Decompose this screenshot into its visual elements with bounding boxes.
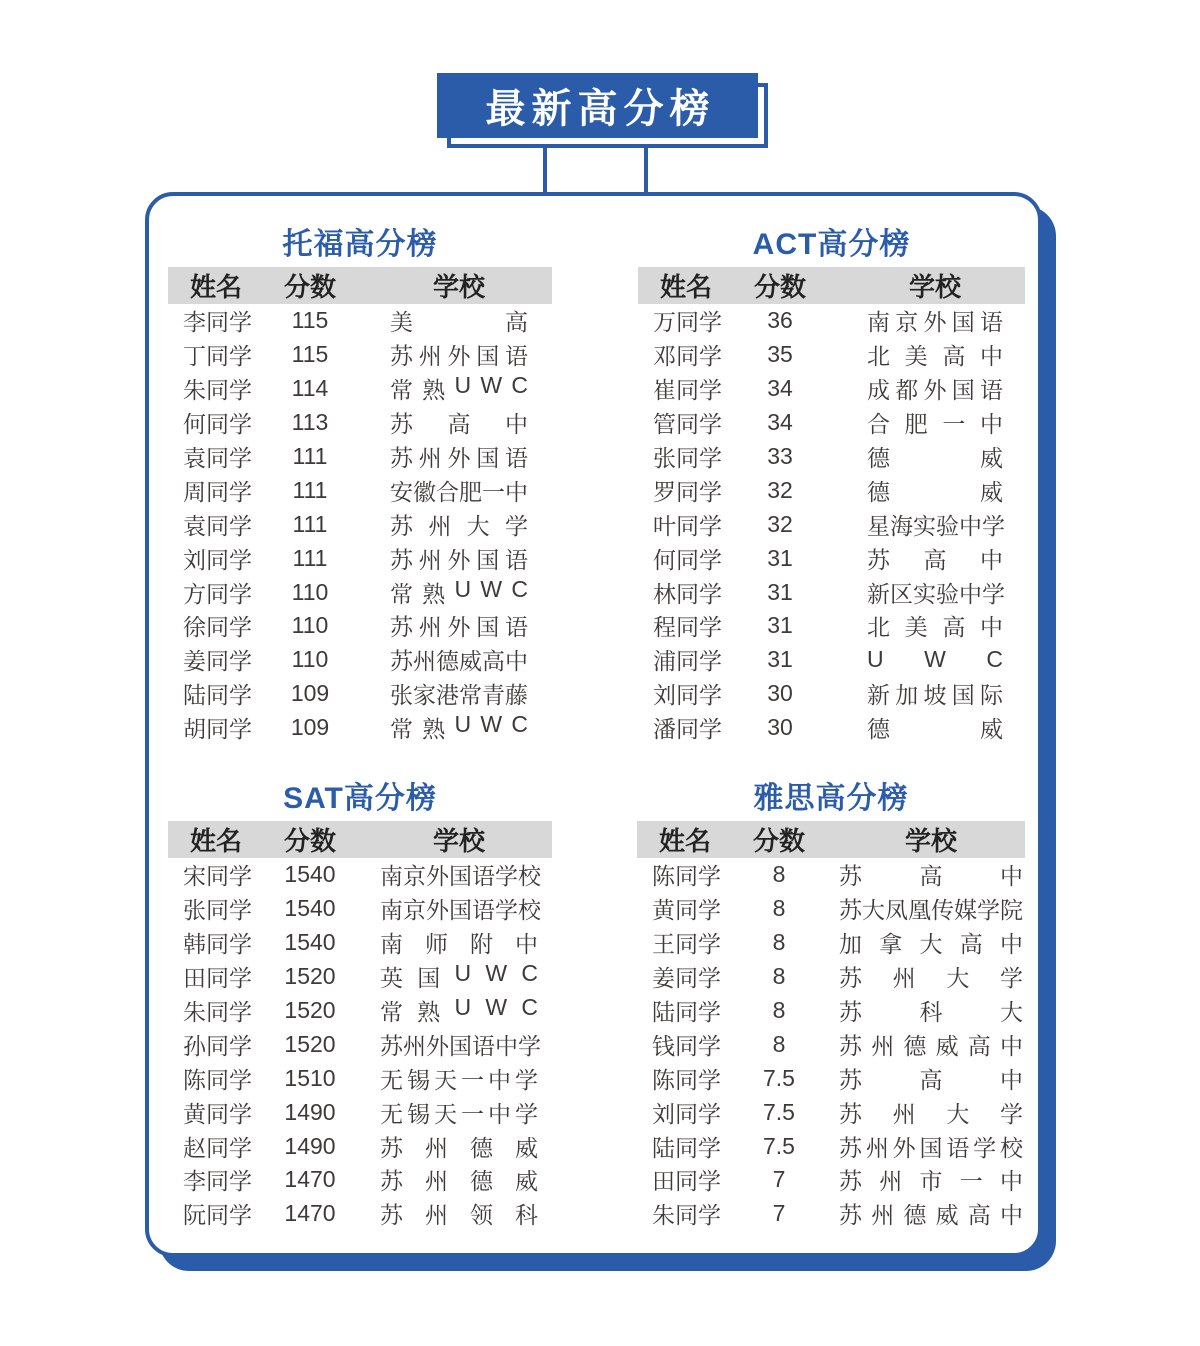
student-school: 南 师 附 中 bbox=[380, 931, 538, 958]
student-school: 星 海 实 验 中 学 bbox=[867, 512, 1005, 539]
student-school: 德 威 bbox=[867, 445, 1003, 471]
column-header-school: 学校 bbox=[432, 826, 485, 856]
student-score: 1470 bbox=[284, 1166, 336, 1193]
student-score: 1490 bbox=[284, 1132, 336, 1159]
table-row bbox=[637, 1129, 1025, 1163]
student-school: 苏 州 外 国 语 中 学 bbox=[380, 1032, 541, 1059]
student-school: 安 徽 合 肥 一 中 bbox=[390, 478, 528, 505]
student-score: 34 bbox=[767, 409, 793, 436]
table-row bbox=[168, 609, 552, 643]
student-name: 姜同学 bbox=[652, 965, 721, 992]
student-name: 朱同学 bbox=[183, 377, 252, 404]
student-name: 朱同学 bbox=[652, 1202, 721, 1229]
table-row bbox=[638, 473, 1025, 507]
student-name: 程同学 bbox=[653, 614, 722, 641]
act-table-header bbox=[638, 267, 1025, 304]
student-score: 110 bbox=[291, 578, 329, 605]
student-school: 苏 州 德 威 高 中 bbox=[390, 648, 528, 675]
table-row bbox=[168, 1163, 552, 1197]
student-score: 36 bbox=[767, 307, 793, 334]
student-name: 韩同学 bbox=[183, 931, 252, 958]
column-header-score: 分数 bbox=[283, 826, 336, 856]
table-row bbox=[168, 473, 552, 507]
table-row bbox=[168, 926, 552, 960]
table-row bbox=[637, 1061, 1025, 1095]
table-row bbox=[638, 541, 1025, 575]
student-school: 苏 州 外 国 语 学 校 bbox=[839, 1134, 1023, 1161]
act-table-title: ACT高分榜 bbox=[752, 228, 911, 261]
student-name: 阮同学 bbox=[183, 1202, 252, 1229]
toefl-table-title: 托福高分榜 bbox=[282, 228, 438, 261]
student-school: 苏 高 中 bbox=[839, 863, 1023, 890]
sat-table bbox=[168, 780, 552, 1231]
student-name: 陈同学 bbox=[652, 1066, 721, 1093]
toefl-table-rows bbox=[168, 304, 552, 745]
student-school: 苏 州 大 学 bbox=[839, 965, 1023, 992]
student-school: 新 区 实 验 中 学 bbox=[867, 580, 1005, 607]
table-row bbox=[637, 1163, 1025, 1197]
student-school: 苏 州 外 国 语 bbox=[390, 343, 528, 370]
student-school: 北 美 高 中 bbox=[867, 343, 1003, 370]
table-row bbox=[168, 338, 552, 372]
student-score: 30 bbox=[767, 680, 793, 707]
ielts-table-title: 雅思高分榜 bbox=[753, 782, 909, 815]
student-name: 方同学 bbox=[183, 580, 252, 607]
table-row bbox=[168, 1197, 552, 1231]
student-score: 8 bbox=[772, 1030, 786, 1057]
table-row bbox=[638, 609, 1025, 643]
student-score: 1520 bbox=[284, 963, 336, 990]
student-score: 35 bbox=[767, 341, 793, 368]
student-school: 苏 州 领 科 bbox=[380, 1202, 538, 1229]
table-row bbox=[168, 1027, 552, 1061]
student-score: 115 bbox=[291, 341, 329, 368]
connector-line-left bbox=[543, 147, 547, 195]
page-title: 最新高分榜 bbox=[437, 73, 758, 138]
student-score: 1540 bbox=[284, 929, 336, 956]
table-row bbox=[637, 960, 1025, 994]
student-score: 110 bbox=[291, 646, 329, 673]
student-name: 姜同学 bbox=[183, 648, 252, 675]
student-school: 张 家 港 常 青 藤 bbox=[390, 682, 528, 709]
student-name: 万同学 bbox=[653, 309, 722, 336]
student-score: 7 bbox=[772, 1200, 786, 1227]
student-school: 英 国 U W C bbox=[380, 960, 538, 992]
table-row bbox=[637, 858, 1025, 892]
table-row bbox=[168, 1061, 552, 1095]
student-score: 8 bbox=[772, 895, 786, 922]
student-school: 南 京 外 国 语 学 校 bbox=[380, 897, 541, 924]
student-name: 林同学 bbox=[653, 580, 722, 607]
table-row bbox=[168, 541, 552, 575]
student-name: 孙同学 bbox=[183, 1032, 252, 1059]
sat-table-header bbox=[168, 821, 552, 858]
student-score: 111 bbox=[292, 544, 328, 571]
student-score: 115 bbox=[291, 307, 329, 334]
student-name: 宋同学 bbox=[183, 863, 252, 890]
student-score: 110 bbox=[291, 612, 329, 639]
student-score: 31 bbox=[767, 578, 793, 605]
student-score: 31 bbox=[767, 544, 793, 571]
student-name: 徐同学 bbox=[183, 614, 252, 641]
student-score: 1540 bbox=[284, 895, 336, 922]
connector-line-right bbox=[644, 147, 648, 195]
table-row bbox=[637, 1197, 1025, 1231]
table-row bbox=[168, 575, 552, 609]
student-score: 109 bbox=[290, 680, 330, 707]
table-row bbox=[637, 892, 1025, 926]
student-school: 南 京 外 国 语 bbox=[867, 309, 1003, 336]
student-score: 1520 bbox=[284, 1030, 336, 1057]
student-school: 德 威 bbox=[867, 716, 1003, 743]
table-row bbox=[638, 406, 1025, 440]
table-row bbox=[638, 440, 1025, 474]
student-school: 苏 州 外 国 语 bbox=[390, 445, 528, 471]
student-school: 苏 州 德 威 高 中 bbox=[839, 1032, 1023, 1059]
column-header-school: 学校 bbox=[432, 272, 485, 302]
student-school: 苏 州 德 威 bbox=[380, 1134, 538, 1161]
student-score: 1540 bbox=[284, 861, 336, 888]
student-score: 111 bbox=[292, 443, 328, 469]
column-header-school: 学校 bbox=[904, 826, 957, 856]
student-school: 合 肥 一 中 bbox=[867, 411, 1003, 438]
table-row bbox=[638, 643, 1025, 677]
student-score: 7.5 bbox=[763, 1064, 795, 1091]
column-header-score: 分数 bbox=[752, 826, 805, 856]
student-name: 李同学 bbox=[183, 309, 252, 336]
student-school: 苏 高 中 bbox=[867, 546, 1003, 573]
table-row bbox=[168, 711, 552, 745]
table-row bbox=[168, 643, 552, 677]
column-header-name: 姓名 bbox=[189, 826, 242, 856]
table-row bbox=[168, 1095, 552, 1129]
student-name: 陆同学 bbox=[183, 682, 252, 709]
student-score: 30 bbox=[767, 714, 793, 741]
student-score: 1470 bbox=[284, 1200, 336, 1227]
student-school: 苏 州 德 威 bbox=[380, 1168, 538, 1195]
table-row bbox=[168, 440, 552, 474]
table-row bbox=[638, 372, 1025, 406]
student-score: 8 bbox=[772, 963, 786, 990]
student-score: 1490 bbox=[284, 1098, 336, 1125]
table-row bbox=[637, 926, 1025, 960]
student-name: 陆同学 bbox=[652, 1134, 721, 1161]
student-name: 袁同学 bbox=[183, 445, 252, 471]
student-score: 31 bbox=[767, 612, 793, 639]
student-name: 王同学 bbox=[652, 931, 721, 958]
toefl-table bbox=[168, 226, 552, 745]
student-school: 苏 大 凤 凰 传 媒 学 院 bbox=[839, 897, 1023, 924]
student-score: 32 bbox=[767, 476, 793, 503]
toefl-table-header bbox=[168, 267, 552, 304]
student-name: 袁同学 bbox=[183, 512, 252, 539]
ielts-table bbox=[637, 780, 1025, 1231]
student-name: 何同学 bbox=[183, 411, 252, 438]
student-name: 胡同学 bbox=[183, 716, 252, 743]
student-name: 李同学 bbox=[183, 1168, 252, 1195]
student-score: 113 bbox=[291, 409, 329, 436]
column-header-name: 姓名 bbox=[189, 272, 242, 302]
student-school: 常 熟 U W C bbox=[390, 575, 528, 607]
table-row bbox=[637, 1027, 1025, 1061]
student-school: 美 高 bbox=[390, 309, 528, 336]
student-score: 32 bbox=[767, 510, 793, 537]
student-school: 苏 科 大 bbox=[839, 999, 1023, 1025]
ielts-table-rows bbox=[637, 858, 1025, 1231]
table-row bbox=[168, 994, 552, 1028]
student-school: 无 锡 天 一 中 学 bbox=[380, 1066, 538, 1093]
table-row bbox=[168, 372, 552, 406]
student-name: 黄同学 bbox=[652, 897, 721, 924]
student-school: 苏 州 大 学 bbox=[839, 1100, 1023, 1127]
table-row bbox=[168, 858, 552, 892]
student-name: 周同学 bbox=[183, 478, 252, 505]
student-school: 苏 州 德 威 高 中 bbox=[839, 1202, 1023, 1229]
table-row bbox=[168, 1129, 552, 1163]
table-row bbox=[638, 338, 1025, 372]
student-score: 7.5 bbox=[763, 1098, 795, 1125]
student-name: 丁同学 bbox=[183, 343, 252, 370]
student-score: 33 bbox=[767, 443, 793, 469]
table-row bbox=[638, 711, 1025, 745]
student-school: 新 加 坡 国 际 bbox=[867, 682, 1003, 709]
student-score: 34 bbox=[767, 375, 793, 402]
table-row bbox=[637, 1095, 1025, 1129]
table-row bbox=[638, 507, 1025, 541]
column-header-school: 学校 bbox=[908, 272, 961, 302]
column-header-score: 分数 bbox=[283, 272, 336, 302]
student-name: 田同学 bbox=[183, 965, 252, 992]
student-school: 常 熟 U W C bbox=[380, 994, 538, 1025]
sat-table-title: SAT高分榜 bbox=[283, 782, 437, 815]
student-name: 张同学 bbox=[183, 897, 252, 924]
student-name: 潘同学 bbox=[653, 716, 722, 743]
table-row bbox=[638, 677, 1025, 711]
student-score: 114 bbox=[291, 375, 329, 402]
student-school: 苏 高 中 bbox=[839, 1066, 1023, 1093]
student-score: 7.5 bbox=[763, 1132, 795, 1159]
student-name: 张同学 bbox=[653, 445, 722, 471]
student-school: 加 拿 大 高 中 bbox=[839, 931, 1023, 958]
sat-table-rows bbox=[168, 858, 552, 1231]
student-school: 苏 州 外 国 语 bbox=[390, 546, 528, 573]
table-row bbox=[168, 960, 552, 994]
table-row bbox=[168, 406, 552, 440]
student-name: 陈同学 bbox=[652, 863, 721, 890]
student-school: 无 锡 天 一 中 学 bbox=[380, 1100, 538, 1127]
student-school: 德 威 bbox=[867, 478, 1003, 505]
student-school: U W C bbox=[867, 646, 1003, 673]
student-school: 苏 州 市 一 中 bbox=[839, 1168, 1023, 1195]
student-name: 陆同学 bbox=[652, 999, 721, 1025]
student-school: 苏 高 中 bbox=[390, 411, 528, 438]
student-name: 刘同学 bbox=[653, 682, 722, 709]
student-name: 黄同学 bbox=[183, 1100, 252, 1127]
table-row bbox=[638, 304, 1025, 338]
student-score: 31 bbox=[767, 646, 793, 673]
student-score: 109 bbox=[290, 714, 330, 741]
act-table bbox=[638, 226, 1025, 745]
student-score: 7 bbox=[772, 1166, 786, 1193]
student-score: 8 bbox=[772, 929, 786, 956]
student-name: 朱同学 bbox=[183, 999, 252, 1025]
student-name: 刘同学 bbox=[652, 1100, 721, 1127]
student-name: 钱同学 bbox=[652, 1032, 721, 1059]
student-score: 1520 bbox=[284, 997, 336, 1023]
student-name: 叶同学 bbox=[653, 512, 722, 539]
student-name: 刘同学 bbox=[183, 546, 252, 573]
student-name: 田同学 bbox=[652, 1168, 721, 1195]
student-name: 罗同学 bbox=[653, 478, 722, 505]
student-name: 崔同学 bbox=[653, 377, 722, 404]
student-name: 浦同学 bbox=[653, 648, 722, 675]
student-school: 常 熟 U W C bbox=[390, 372, 528, 404]
student-score: 8 bbox=[772, 861, 786, 888]
student-name: 邓同学 bbox=[653, 343, 722, 370]
student-school: 南 京 外 国 语 学 校 bbox=[380, 863, 541, 890]
table-row bbox=[168, 677, 552, 711]
student-school: 成 都 外 国 语 bbox=[867, 377, 1003, 404]
column-header-score: 分数 bbox=[753, 272, 806, 302]
student-school: 常 熟 U W C bbox=[390, 711, 528, 743]
student-name: 赵同学 bbox=[183, 1134, 252, 1161]
table-row bbox=[637, 994, 1025, 1028]
student-name: 管同学 bbox=[653, 411, 722, 438]
ielts-table-header bbox=[637, 821, 1025, 858]
column-header-name: 姓名 bbox=[658, 826, 711, 856]
table-row bbox=[168, 507, 552, 541]
student-name: 陈同学 bbox=[183, 1066, 252, 1093]
act-table-rows bbox=[638, 304, 1025, 745]
table-row bbox=[638, 575, 1025, 609]
table-row bbox=[168, 304, 552, 338]
student-score: 1510 bbox=[284, 1064, 336, 1091]
student-school: 苏 州 外 国 语 bbox=[390, 614, 528, 641]
student-name: 何同学 bbox=[653, 546, 722, 573]
table-row bbox=[168, 892, 552, 926]
column-header-name: 姓名 bbox=[659, 272, 712, 302]
student-score: 111 bbox=[292, 510, 328, 537]
student-school: 苏 州 大 学 bbox=[390, 512, 528, 539]
student-score: 111 bbox=[292, 476, 328, 503]
student-score: 8 bbox=[772, 997, 786, 1023]
student-school: 北 美 高 中 bbox=[867, 614, 1003, 641]
